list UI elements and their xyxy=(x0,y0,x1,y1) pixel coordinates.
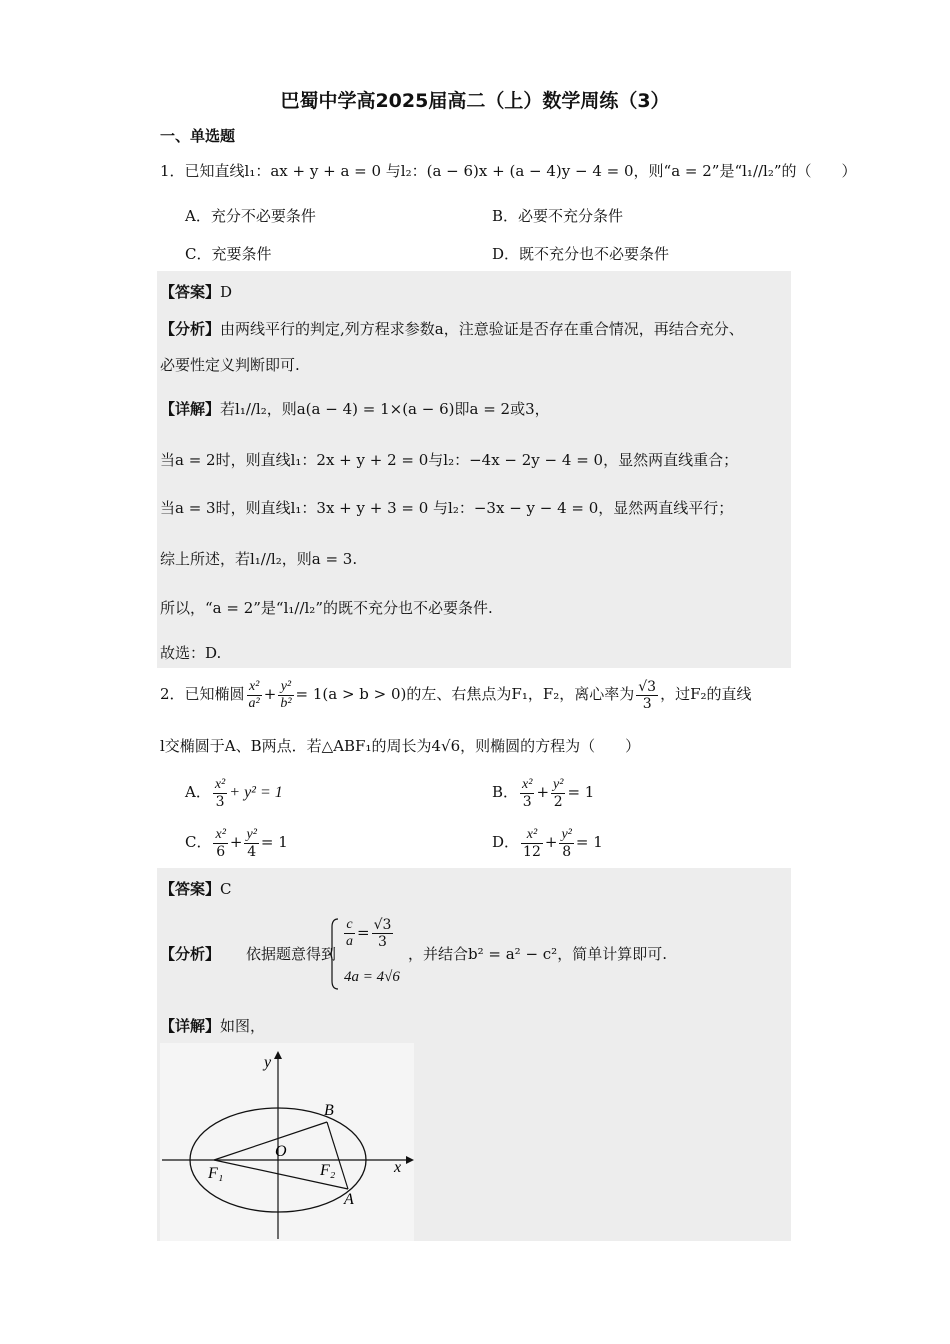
q2-option-d-label: D． xyxy=(492,833,520,851)
q2-option-d-num1: x² xyxy=(521,827,543,844)
q2-stem-line2: l交椭圆于A、B两点．若△ABF₁的周长为4√6，则椭圆的方程为（ ） xyxy=(160,737,641,755)
q1-answer-value: D xyxy=(220,283,233,301)
label-origin: O xyxy=(275,1143,287,1160)
q2-analysis-pre: 依据题意得到 xyxy=(246,945,337,963)
q2-option-c-rest: = 1 xyxy=(260,833,288,851)
q2-option-c-label: C． xyxy=(185,833,212,851)
q1-stem: 1．已知直线l₁：ax + y + a = 0 与l₂：(a − 6)x + (a − 4)y − 4 = 0，则“a = 2”是“l₁//l₂”的（ ） xyxy=(160,162,857,180)
label-f2: F₂ xyxy=(320,1162,336,1179)
q1-option-c: C．充要条件 xyxy=(185,245,272,263)
q1-detail-line6: 故选：D. xyxy=(160,644,222,662)
q2-detail-text1: 如图， xyxy=(220,1017,266,1035)
q2-system-line2: 4a = 4√6 xyxy=(344,969,400,985)
q1-analysis-text1: 由两线平行的判定,列方程求参数a，注意验证是否存在重合情况，再结合充分、 xyxy=(220,320,744,338)
q2-option-c-frac2 xyxy=(244,827,258,860)
q2-ellipse-y-fraction xyxy=(278,679,293,712)
q2-option-d-rest: = 1 xyxy=(575,833,603,851)
q2-option-d-frac2 xyxy=(559,827,573,860)
q2-option-b-frac1 xyxy=(520,777,534,810)
ellipse-diagram xyxy=(160,1043,414,1241)
q2-ecc-num: √3 xyxy=(638,678,657,695)
label-f1: F₁ xyxy=(208,1165,224,1182)
q2-option-b-num2: y² xyxy=(553,776,564,792)
q1-answer-label: 【答案】 xyxy=(160,283,221,301)
q2-eccentricity-fraction xyxy=(636,679,658,712)
q2-option-c-frac1 xyxy=(213,827,227,860)
q2-stem-line1 xyxy=(160,672,752,716)
label-a: A xyxy=(344,1191,354,1208)
q2-ellipse-y-den: b² xyxy=(280,695,292,711)
label-x: x xyxy=(394,1159,402,1176)
q1-analysis-line2: 必要性定义判断即可. xyxy=(160,356,300,374)
q2-detail-label: 【详解】 xyxy=(160,1017,221,1035)
q2-option-c-den1: 6 xyxy=(216,843,226,860)
q2-option-d-frac1 xyxy=(521,827,543,860)
q2-ellipse-x-num: x² xyxy=(247,679,262,696)
label-y: y xyxy=(264,1054,272,1071)
q2-option-b-frac2 xyxy=(551,777,565,810)
q2-option-b-den1: 3 xyxy=(522,793,532,810)
x-axis-arrow-icon xyxy=(406,1156,414,1164)
q2-system-c: c xyxy=(344,917,355,934)
q2-option-a-rest: + y² = 1 xyxy=(229,784,283,801)
q2-stem-prefix: 2．已知椭圆 xyxy=(160,685,245,703)
q2-answer-label: 【答案】 xyxy=(160,880,221,898)
q1-option-b: B．必要不充分条件 xyxy=(492,207,624,225)
q2-option-b-den2: 2 xyxy=(553,793,563,810)
section-heading: 一、单选题 xyxy=(160,127,236,145)
q2-ecc-den: 3 xyxy=(642,695,652,712)
q2-system-eq: = xyxy=(357,923,370,942)
page-title: 巴蜀中学高2025届高二（上）数学周练（3） xyxy=(280,90,670,112)
q1-detail-line1 xyxy=(160,398,550,419)
q2-answer-value: C xyxy=(220,880,232,898)
q1-detail-label: 【详解】 xyxy=(160,400,221,418)
q2-ellipse-x-den: a² xyxy=(248,695,260,711)
q2-option-b-rest: = 1 xyxy=(567,783,595,801)
q2-stem-suffix: ，过F₂的直线 xyxy=(660,685,752,703)
q2-option-b: B． $\frac{\text{x²}}{3}$ + $\frac{\text{y²}}{2}$ = 1 xyxy=(492,776,595,810)
q1-detail-line5: 所以，“a = 2”是“l₁//l₂”的既不充分也不必要条件. xyxy=(160,599,493,617)
label-b: B xyxy=(324,1102,334,1119)
q1-option-d: D．既不充分也不必要条件 xyxy=(492,245,670,263)
q1-detail-line4: 综上所述，若l₁//l₂，则a = 3. xyxy=(160,550,358,568)
q2-detail-line1 xyxy=(160,1015,265,1036)
q1-analysis-label: 【分析】 xyxy=(160,320,221,338)
q2-option-a-num: x² xyxy=(214,776,226,792)
q2-option-a-frac xyxy=(213,777,227,810)
q2-answer xyxy=(160,878,232,899)
q1-analysis-line1 xyxy=(160,318,744,339)
segment-f1-b xyxy=(214,1122,327,1160)
q2-option-d-num2: y² xyxy=(561,826,572,842)
q2-system-root-den: 3 xyxy=(378,934,387,950)
q1-detail-line2: 当a = 2时，则直线l₁：2x + y + 2 = 0与l₂：−4x − 2y − 4 = 0，显然两直线重合； xyxy=(160,451,739,469)
q2-ellipse-y-num: y² xyxy=(278,679,293,696)
q2-option-b-label: B． xyxy=(492,783,519,801)
q2-plus: + xyxy=(263,685,277,703)
q2-option-a-den: 3 xyxy=(215,793,225,810)
q2-system-c-over-a xyxy=(344,917,355,950)
q2-system-root-num: √3 xyxy=(373,917,392,933)
q1-answer xyxy=(160,281,232,302)
ellipse-figure xyxy=(160,1043,414,1241)
q2-analysis-post: ，并结合b² = a² − c²，简单计算即可. xyxy=(408,945,667,963)
q2-option-d-den2: 8 xyxy=(562,843,572,860)
q2-option-a-label: A． xyxy=(185,783,211,801)
q1-detail-line3: 当a = 3时，则直线l₁：3x + y + 3 = 0 与l₂：−3x − y − 4 = 0，显然两直线平行； xyxy=(160,499,734,517)
q2-ellipse-x-fraction xyxy=(247,679,262,712)
q2-stem-middle: = 1(a > b > 0)的左、右焦点为F₁，F₂，离心率为 xyxy=(295,685,635,703)
q2-system-root-frac xyxy=(372,917,394,950)
q1-option-a: A．充分不必要条件 xyxy=(185,207,316,225)
q2-option-d: D． $\frac{\text{x²}}{12}$ + $\frac{\text{y²}}{8}$ = 1 xyxy=(492,826,603,860)
y-axis-arrow-icon xyxy=(274,1051,282,1059)
q2-analysis-label: 【分析】 xyxy=(160,945,221,963)
q1-detail-text1: 若l₁//l₂，则a(a − 4) = 1×(a − 6)即a = 2或3， xyxy=(220,400,550,418)
q2-option-b-num1: x² xyxy=(522,776,533,792)
q2-option-d-den1: 12 xyxy=(523,843,541,860)
q2-option-c-num2: y² xyxy=(246,826,257,842)
q2-system-line1 xyxy=(342,917,395,950)
q2-system-a: a xyxy=(346,934,353,949)
q2-option-c-num1: x² xyxy=(215,826,226,842)
q2-option-c-den2: 4 xyxy=(247,843,257,860)
q2-option-a xyxy=(185,772,283,813)
q2-system-brace xyxy=(328,917,340,991)
q2-option-c: C． $\frac{\text{x²}}{6}$ + $\frac{\text{y²}}{4}$ = 1 xyxy=(185,826,288,860)
